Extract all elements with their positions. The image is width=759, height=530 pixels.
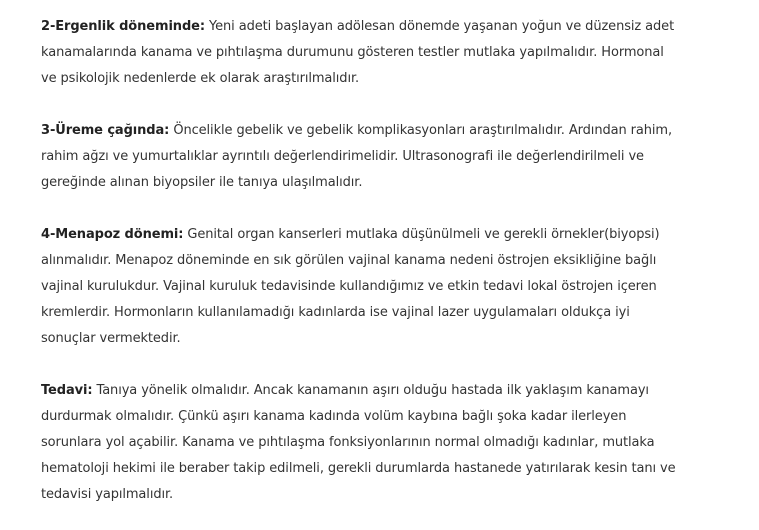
paragraph-line: alınmalıdır. Menapoz döneminde en sık görülen vajinal kanama nedeni östrojen eksikliğine bağlı (41, 253, 657, 268)
paragraph-line: ve psikolojik nedenlerde ek olarak araştırılmalıdır. (41, 71, 360, 86)
section-menapoz (41, 222, 745, 352)
section-heading: 2-Ergenlik döneminde: (41, 19, 205, 34)
paragraph-line: kremlerdir. Hormonların kullanılamadığı kadınlarda ise vajinal lazer uygulamaları oldukça iyi (41, 305, 630, 320)
section-tedavi (41, 378, 745, 508)
paragraph-line: vajinal kurulukdur. Vajinal kuruluk tedavisinde kullandığımız ve etkin tedavi lokal östrojen içeren (41, 279, 657, 294)
section-heading: 4-Menapoz dönemi: (41, 227, 184, 242)
paragraph-line (41, 14, 745, 40)
paragraph-line: sorunlara yol açabilir. Kanama ve pıhtılaşma fonksiyonlarının normal olmadığı kadınlar, mutlaka (41, 435, 655, 450)
paragraph-line: hematoloji hekimi ile beraber takip edilmeli, gerekli durumlarda hastanede yatırılarak kesin tanı ve (41, 461, 676, 476)
paragraph-text: Genital organ kanserleri mutlaka düşünülmeli ve gerekli örnekler(biyopsi) (183, 227, 660, 242)
section-heading: 3-Üreme çağında: (41, 123, 170, 138)
paragraph-line: rahim ağzı ve yumurtalıklar ayrıntılı değerlendirimelidir. Ultrasonografi ile değerlendirilmeli ve (41, 149, 644, 164)
paragraph-line (41, 222, 745, 248)
paragraph-line: tedavisi yapılmalıdır. (41, 487, 174, 502)
paragraph-line: kanamalarında kanama ve pıhtılaşma durumunu gösteren testler mutlaka yapılmalıdır. Hormonal (41, 45, 664, 60)
paragraph-line: durdurmak olmalıdır. Çünkü aşırı kanama kadında volüm kaybına bağlı şoka kadar ilerleyen (41, 409, 627, 424)
paragraph-text: Yeni adeti başlayan adölesan dönemde yaşanan yoğun ve düzensiz adet (204, 19, 675, 34)
paragraph-line: gereğinde alınan biyopsiler ile tanıya ulaşılmalıdır. (41, 175, 363, 190)
paragraph-line: sonuçlar vermektedir. (41, 331, 181, 346)
section-heading: Tedavi: (41, 383, 93, 398)
paragraph-text: Öncelikle gebelik ve gebelik komplikasyonları araştırılmalıdır. Ardından rahim, (169, 123, 673, 138)
paragraph-line (41, 378, 745, 404)
paragraph-text: Tanıya yönelik olmalıdır. Ancak kanamanın aşırı olduğu hastada ilk yaklaşım kanamayı (92, 383, 649, 398)
paragraph-line (41, 118, 745, 144)
section-ergenlik (41, 14, 745, 92)
section-ureme (41, 118, 745, 196)
